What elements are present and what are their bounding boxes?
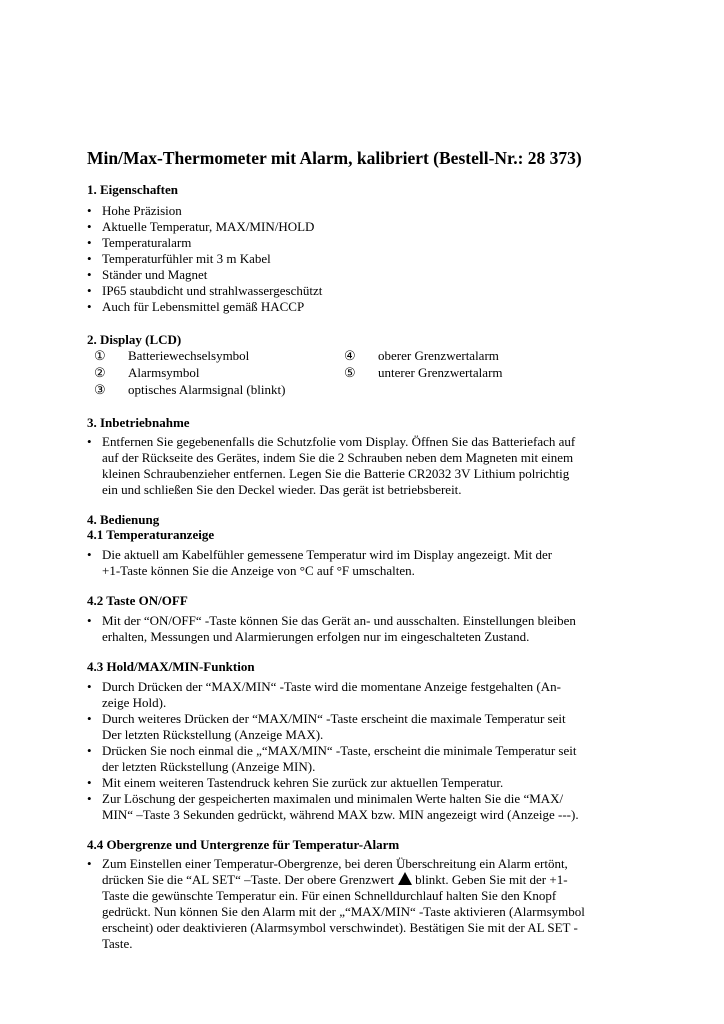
text-line: • Zum Einstellen einer Temperatur-Obergrenze, bei deren Überschreitung ein Alarm ertönt, [102, 856, 568, 871]
legend-number: ① [94, 348, 106, 363]
text-line: • Zur Löschung der gespeicherten maximalen und minimalen Werte halten Sie die “MAX/ [102, 791, 564, 806]
list-item [87, 775, 647, 791]
display-legend-item [94, 348, 249, 364]
display-legend-item [94, 382, 285, 398]
display-legend-item [344, 348, 499, 364]
text-line: Taste. [102, 936, 133, 951]
triangle-up-icon [398, 872, 412, 885]
text-segment: blinkt. Geben Sie mit der +1- [415, 872, 568, 887]
display-legend-item [344, 365, 503, 381]
on-off-list [87, 613, 647, 645]
list-item: • Auch für Lebensmittel gemäß HACCP [87, 299, 647, 315]
text-line: MIN“ –Taste 3 Sekunden gedrückt, während MAX bzw. MIN angezeigt wird (Anzeige ---). [102, 807, 579, 822]
text-line: • Mit der “ON/OFF“ -Taste können Sie das Gerät an- und ausschalten. Einstellungen bleiben [102, 613, 576, 628]
subsection-heading-hold-max-min: 4.3 Hold/MAX/MIN-Funktion [87, 659, 255, 674]
display-legend-item [94, 365, 200, 381]
list-item: • Temperaturfühler mit 3 m Kabel [87, 251, 647, 267]
legend-number: ② [94, 365, 106, 380]
list-item [87, 743, 647, 775]
list-item [87, 613, 647, 645]
list-item: • Aktuelle Temperatur, MAX/MIN/HOLD [87, 219, 647, 235]
list-item [87, 547, 647, 579]
document-title: Min/Max-Thermometer mit Alarm, kalibriert (Bestell-Nr.: 28 373) [87, 148, 582, 168]
text-line: auf der Rückseite des Gerätes, indem Sie die 2 Schrauben neben dem Magneten mit einem [102, 450, 574, 465]
subsection-heading-alarm-limits: 4.4 Obergrenze und Untergrenze für Temperatur-Alarm [87, 837, 400, 852]
list-item [87, 856, 647, 952]
setup-list [87, 434, 647, 498]
text-line: ein und schließen Sie den Deckel wieder. Das gerät ist betriebsbereit. [102, 482, 462, 497]
text-line: Taste die gewünschte Temperatur ein. Für einen Schnelldurchlauf halten Sie den Knopf [102, 888, 557, 903]
legend-label: optisches Alarmsignal (blinkt) [128, 382, 286, 397]
legend-label: Batteriewechselsymbol [128, 348, 250, 363]
legend-number: ④ [344, 348, 356, 363]
text-line: gedrückt. Nun können Sie den Alarm mit der „“MAX/MIN“ -Taste aktivieren (Alarmsymbol [102, 904, 585, 919]
text-line: • Drücken Sie noch einmal die „“MAX/MIN“ -Taste, erscheint die minimale Temperatur seit [102, 743, 577, 758]
text-line: +1-Taste können Sie die Anzeige von °C auf °F umschalten. [102, 563, 415, 578]
legend-label: Alarmsymbol [128, 365, 200, 380]
list-item: • IP65 staubdicht und strahlwassergeschützt [87, 283, 647, 299]
text-line: kleinen Schraubenzieher entfernen. Legen Sie die Batterie CR2032 3V Lithium polrichtig [102, 466, 570, 481]
subsection-heading-on-off: 4.2 Taste ON/OFF [87, 593, 188, 608]
list-item [87, 679, 647, 711]
text-line: erscheint) oder deaktivieren (Alarmsymbol verschwindet). Bestätigen Sie mit der AL SET - [102, 920, 578, 935]
legend-number: ③ [94, 382, 106, 397]
list-item [87, 711, 647, 743]
feature-list [87, 203, 647, 315]
list-item [87, 434, 647, 498]
section-heading-inbetriebnahme: 3. Inbetriebnahme [87, 415, 190, 430]
section-heading-eigenschaften: 1. Eigenschaften [87, 182, 178, 197]
legend-number: ⑤ [344, 365, 356, 380]
list-item [87, 791, 647, 823]
hold-max-min-list [87, 679, 647, 823]
text-line: • Die aktuell am Kabelfühler gemessene Temperatur wird im Display angezeigt. Mit der [102, 547, 553, 562]
text-line: erhalten, Messungen und Alarmierungen erfolgen nur im eingeschalteten Zustand. [102, 629, 530, 644]
text-line: • Entfernen Sie gegebenenfalls die Schutzfolie vom Display. Öffnen Sie das Batteriefach auf [102, 434, 576, 449]
text-line: • Durch weiteres Drücken der “MAX/MIN“ -Taste erscheint die maximale Temperatur seit [102, 711, 566, 726]
text-line: • Mit einem weiteren Tastendruck kehren Sie zurück zur aktuellen Temperatur. [102, 775, 504, 790]
text-line: der letzten Rückstellung (Anzeige MIN). [102, 759, 316, 774]
subsection-heading-temperaturanzeige: 4.1 Temperaturanzeige [87, 527, 215, 542]
legend-label: oberer Grenzwertalarm [378, 348, 499, 363]
text-line: Der letzten Rückstellung (Anzeige MAX). [102, 727, 324, 742]
text-line: zeige Hold). [102, 695, 167, 710]
list-item: • Temperaturalarm [87, 235, 647, 251]
list-item: • Hohe Präzision [87, 203, 647, 219]
text-line: • Durch Drücken der “MAX/MIN“ -Taste wird die momentane Anzeige festgehalten (An- [102, 679, 561, 694]
list-item: • Ständer und Magnet [87, 267, 647, 283]
alarm-limits-list [87, 856, 647, 952]
section-heading-bedienung: 4. Bedienung [87, 512, 160, 527]
text-segment: drücken Sie die “AL SET“ –Taste. Der obere Grenzwert [102, 872, 395, 887]
text-line [102, 872, 647, 888]
temperature-list [87, 547, 647, 579]
legend-label: unterer Grenzwertalarm [378, 365, 503, 380]
section-heading-display: 2. Display (LCD) [87, 332, 182, 347]
